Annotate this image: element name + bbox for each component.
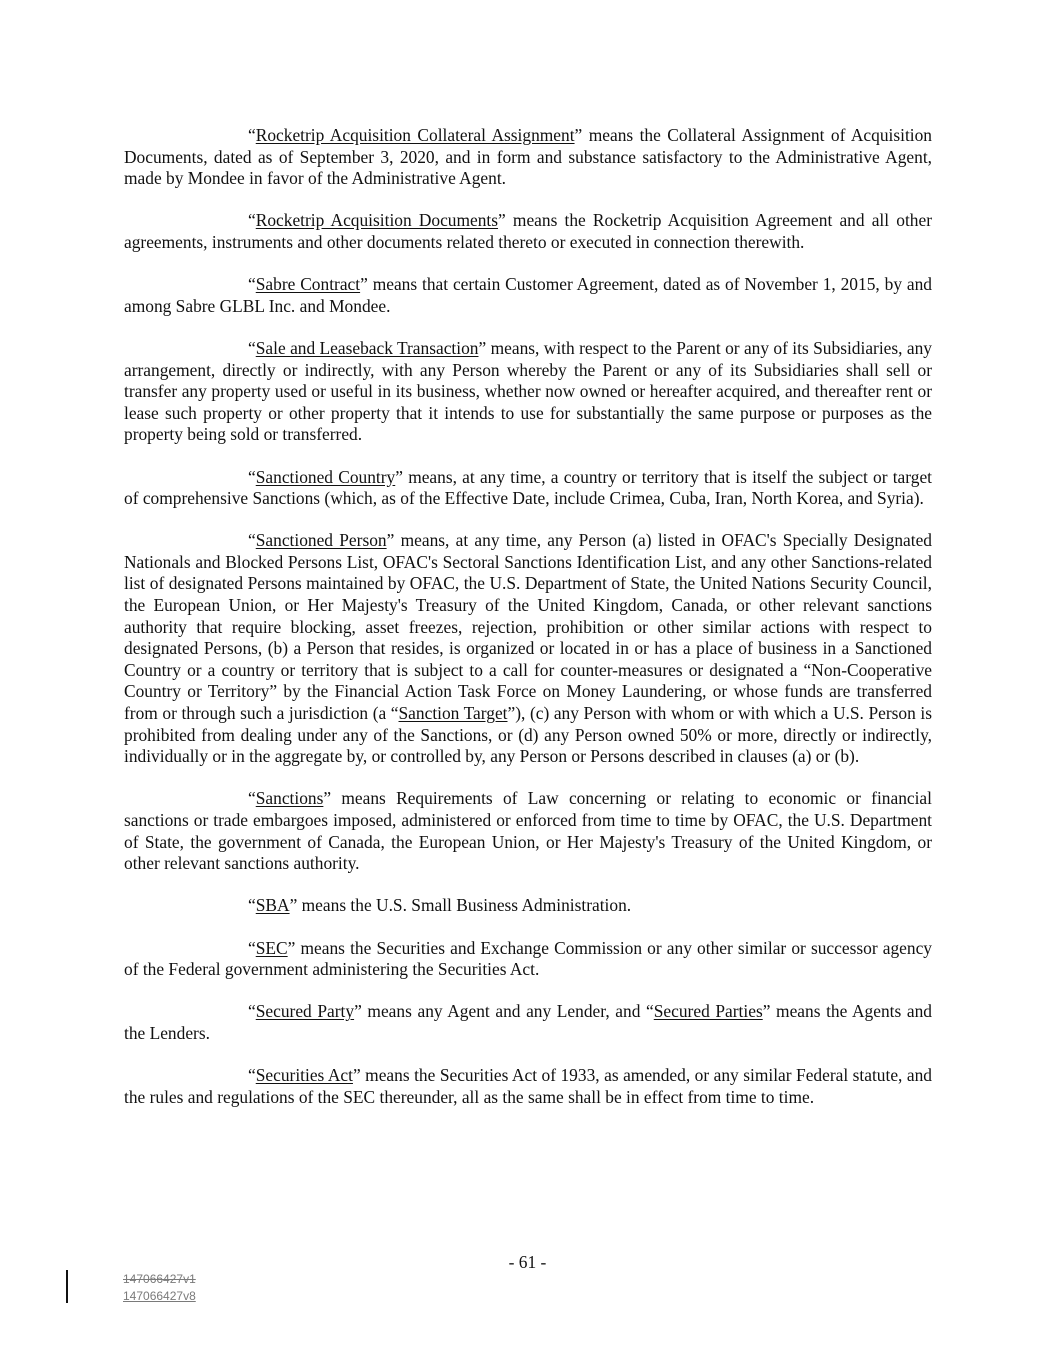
- definition-sba: “SBA” means the U.S. Small Business Administration.: [248, 895, 632, 916]
- definition-sec: “SEC” means the Securities and Exchange Commission or any other similar or successor agency of the Federal government administering the Securities Act.: [124, 937, 932, 980]
- definition-rocketrip-acquisition-documents: “Rocketrip Acquisition Documents” means the Rocketrip Acquisition Agreement and all other agreements, instruments and other documents related thereto or executed in connection therewith.: [124, 210, 932, 252]
- revision-change-bar: [66, 1270, 68, 1303]
- definition-sale-and-leaseback-transaction: “Sale and Leaseback Transaction” means, with respect to the Parent or any of its Subsidiaries, any arrangement, directly or indirectly, with any Person whereby the Parent or any of its Subsidiaries shall sell or transfer any property used or useful in its business, whether now owned or hereafter acquired, and thereafter rent or lease such property or other property that it intends to use for substantially the same purpose or purposes as the property being sold or transferred.: [124, 337, 932, 445]
- definition-text: means the Securities Act of 1933, as amended, or any similar Federal statute, and the rules and regulations of the SEC thereunder, all as the same shall be in effect from time to time.: [124, 1065, 932, 1107]
- definition-text: means that certain Customer Agreement, dated as of November 1, 2015, by and among Sabre GLBL Inc. and Mondee.: [124, 274, 932, 316]
- defined-term: Sanctioned Person: [255, 530, 387, 551]
- defined-term: Rocketrip Acquisition Collateral Assignment: [255, 125, 575, 145]
- defined-term: Sanctions: [255, 788, 324, 809]
- definition-text: means, with respect to the Parent or any of its Subsidiaries, any arrangement, directly or indirectly, with any Person whereby the Parent or any of its Subsidiaries shall sell or transfer any property used or useful in its business, whether now owned or hereafter acquired, and thereafter rent or lease such property or other property that it intends to use for substantially the same purpose or purposes as the property being sold or transferred.: [124, 337, 932, 445]
- definition-text: means the Rocketrip Acquisition Agreement and all other agreements, instruments and other documents related thereto or executed in connection therewith.: [124, 210, 932, 252]
- definition-sanctioned-country: “Sanctioned Country” means, at any time, a country or territory that is itself the subject or target of comprehensive Sanctions (which, as of the Effective Date, include Crimea, Cuba, Iran, North Korea, and Syria).: [124, 466, 932, 509]
- definition-sanctioned-person: “Sanctioned Person” means, at any time, any Person (a) listed in OFAC's Specially Designated Nationals and Blocked Persons List, OFAC's Sectoral Sanctions Identification List, and any other Sanctions-related list of designated Persons maintained by OFAC, the U.S. Department of State, the United Nations Security Council, the European Union, or Her Majesty's Treasury of the United Kingdom, Canada, or other relevant sanctions authority that require blocking, asset freezes, rejection, prohibition or other similar actions with respect to designated Persons, (b) a Person that resides, is organized or located in or has a place of business in a Sanctioned Country or a country or territory that is subject to a call for counter-measures or designated a “Non-Cooperative Country or Territory” by the Financial Action Task Force on Money Laundering, or whose funds are transferred from or through such a jurisdiction (a “Sanction Target”), (c) any Person with whom or with which a U.S. Person is prohibited from dealing under any of the Sanctions, or (d) any Person owned 50% or more, directly or indirectly, individually or in the aggregate by, or controlled by, any Person or Persons described in clauses (a) or (b).: [124, 530, 932, 767]
- definition-sanctions: “Sanctions” means Requirements of Law concerning or relating to economic or financial sanctions or trade embargoes imposed, administered or enforced from time to time by OFAC, the U.S. Department of State, the government of Canada, the European Union, or Her Majesty's Treasury of the United Kingdom, or other relevant sanctions authority.: [124, 788, 932, 874]
- defined-term: Sanctioned Country: [255, 466, 396, 487]
- document-id-inserted: 147066427v8: [123, 1289, 196, 1303]
- defined-term: Securities Act: [255, 1065, 353, 1086]
- definition-text: means any Agent and any Lender, and “: [361, 1001, 654, 1022]
- defined-term: SEC: [255, 937, 288, 958]
- inner-defined-term: Secured Parties: [653, 1001, 763, 1022]
- defined-term: Secured Party: [255, 1001, 355, 1022]
- page-number: - 61 -: [508, 1252, 547, 1272]
- definition-text: means the Collateral Assignment of Acquisition Documents, dated as of September 3, 2020, and in form and substance satisfactory to the Administrative Agent, made by Mondee in favor of the Administrative Agent.: [124, 125, 933, 189]
- document-id-deleted: 147066427v1: [123, 1272, 196, 1286]
- defined-term: SBA: [255, 895, 290, 916]
- definition-text: means the Securities and Exchange Commission or any other similar or successor agency of the Federal government administering the Securities Act.: [124, 937, 932, 980]
- definition-secured-party: “Secured Party” means any Agent and any Lender, and “Secured Parties” means the Agents and the Lenders.: [124, 1001, 932, 1043]
- defined-term: Rocketrip Acquisition Documents: [255, 210, 499, 231]
- inner-defined-term: Sanction Target: [398, 703, 508, 724]
- definition-rocketrip-acquisition-collateral-assignment: “Rocketrip Acquisition Collateral Assignment” means the Collateral Assignment of Acquisition Documents, dated as of September 3, 2020, and in form and substance satisfactory to the Administrative Agent, made by Mondee in favor of the Administrative Agent.: [124, 125, 933, 189]
- definition-text: means Requirements of Law concerning or relating to economic or financial sanctions or trade embargoes imposed, administered or enforced from time to time by OFAC, the U.S. Department of State, the government of Canada, the European Union, or Her Majesty's Treasury of the United Kingdom, or other relevant sanctions authority.: [124, 788, 932, 874]
- definitions-section: [124, 125, 932, 1129]
- definition-sabre-contract: “Sabre Contract” means that certain Customer Agreement, dated as of November 1, 2015, by and among Sabre GLBL Inc. and Mondee.: [124, 274, 932, 316]
- definition-text-after: ”), (c) any Person with whom or with which a U.S. Person is prohibited from dealing under any of the Sanctions, or (d) any Person owned 50% or more, directly or indirectly, individually or in the aggregate by, or controlled by, any Person or Persons described in clauses (a) or (b).: [124, 703, 932, 767]
- definition-text: means the U.S. Small Business Administration.: [297, 895, 632, 916]
- defined-term: Sabre Contract: [255, 274, 361, 295]
- definition-securities-act: “Securities Act” means the Securities Act of 1933, as amended, or any similar Federal statute, and the rules and regulations of the SEC thereunder, all as the same shall be in effect from time to time.: [124, 1065, 932, 1107]
- defined-term: Sale and Leaseback Transaction: [255, 337, 479, 358]
- definition-text: means, at any time, a country or territory that is itself the subject or target of comprehensive Sanctions (which, as of the Effective Date, include Crimea, Cuba, Iran, North Korea, and Syria).: [124, 466, 932, 509]
- definition-text-after: ” means the Agents and the Lenders.: [124, 1001, 932, 1043]
- definition-text: means, at any time, any Person (a) listed in OFAC's Specially Designated Nationals and Blocked Persons List, OFAC's Sectoral Sanctions Identification List, and any other Sanctions-related list of designated Persons maintained by OFAC, the U.S. Department of State, the United Nations Security Council, the European Union, or Her Majesty's Treasury of the United Kingdom, Canada, or other relevant sanctions authority that require blocking, asset freezes, rejection, prohibition or other similar actions with respect to designated Persons, (b) a Person that resides, is organized or located in or has a place of business in a Sanctioned Country or a country or territory that is subject to a call for counter-measures or designated a “Non-Cooperative Country or Territory” by the Financial Action Task Force on Money Laundering, or whose funds are transferred from or through such a jurisdiction (a “: [124, 530, 932, 724]
